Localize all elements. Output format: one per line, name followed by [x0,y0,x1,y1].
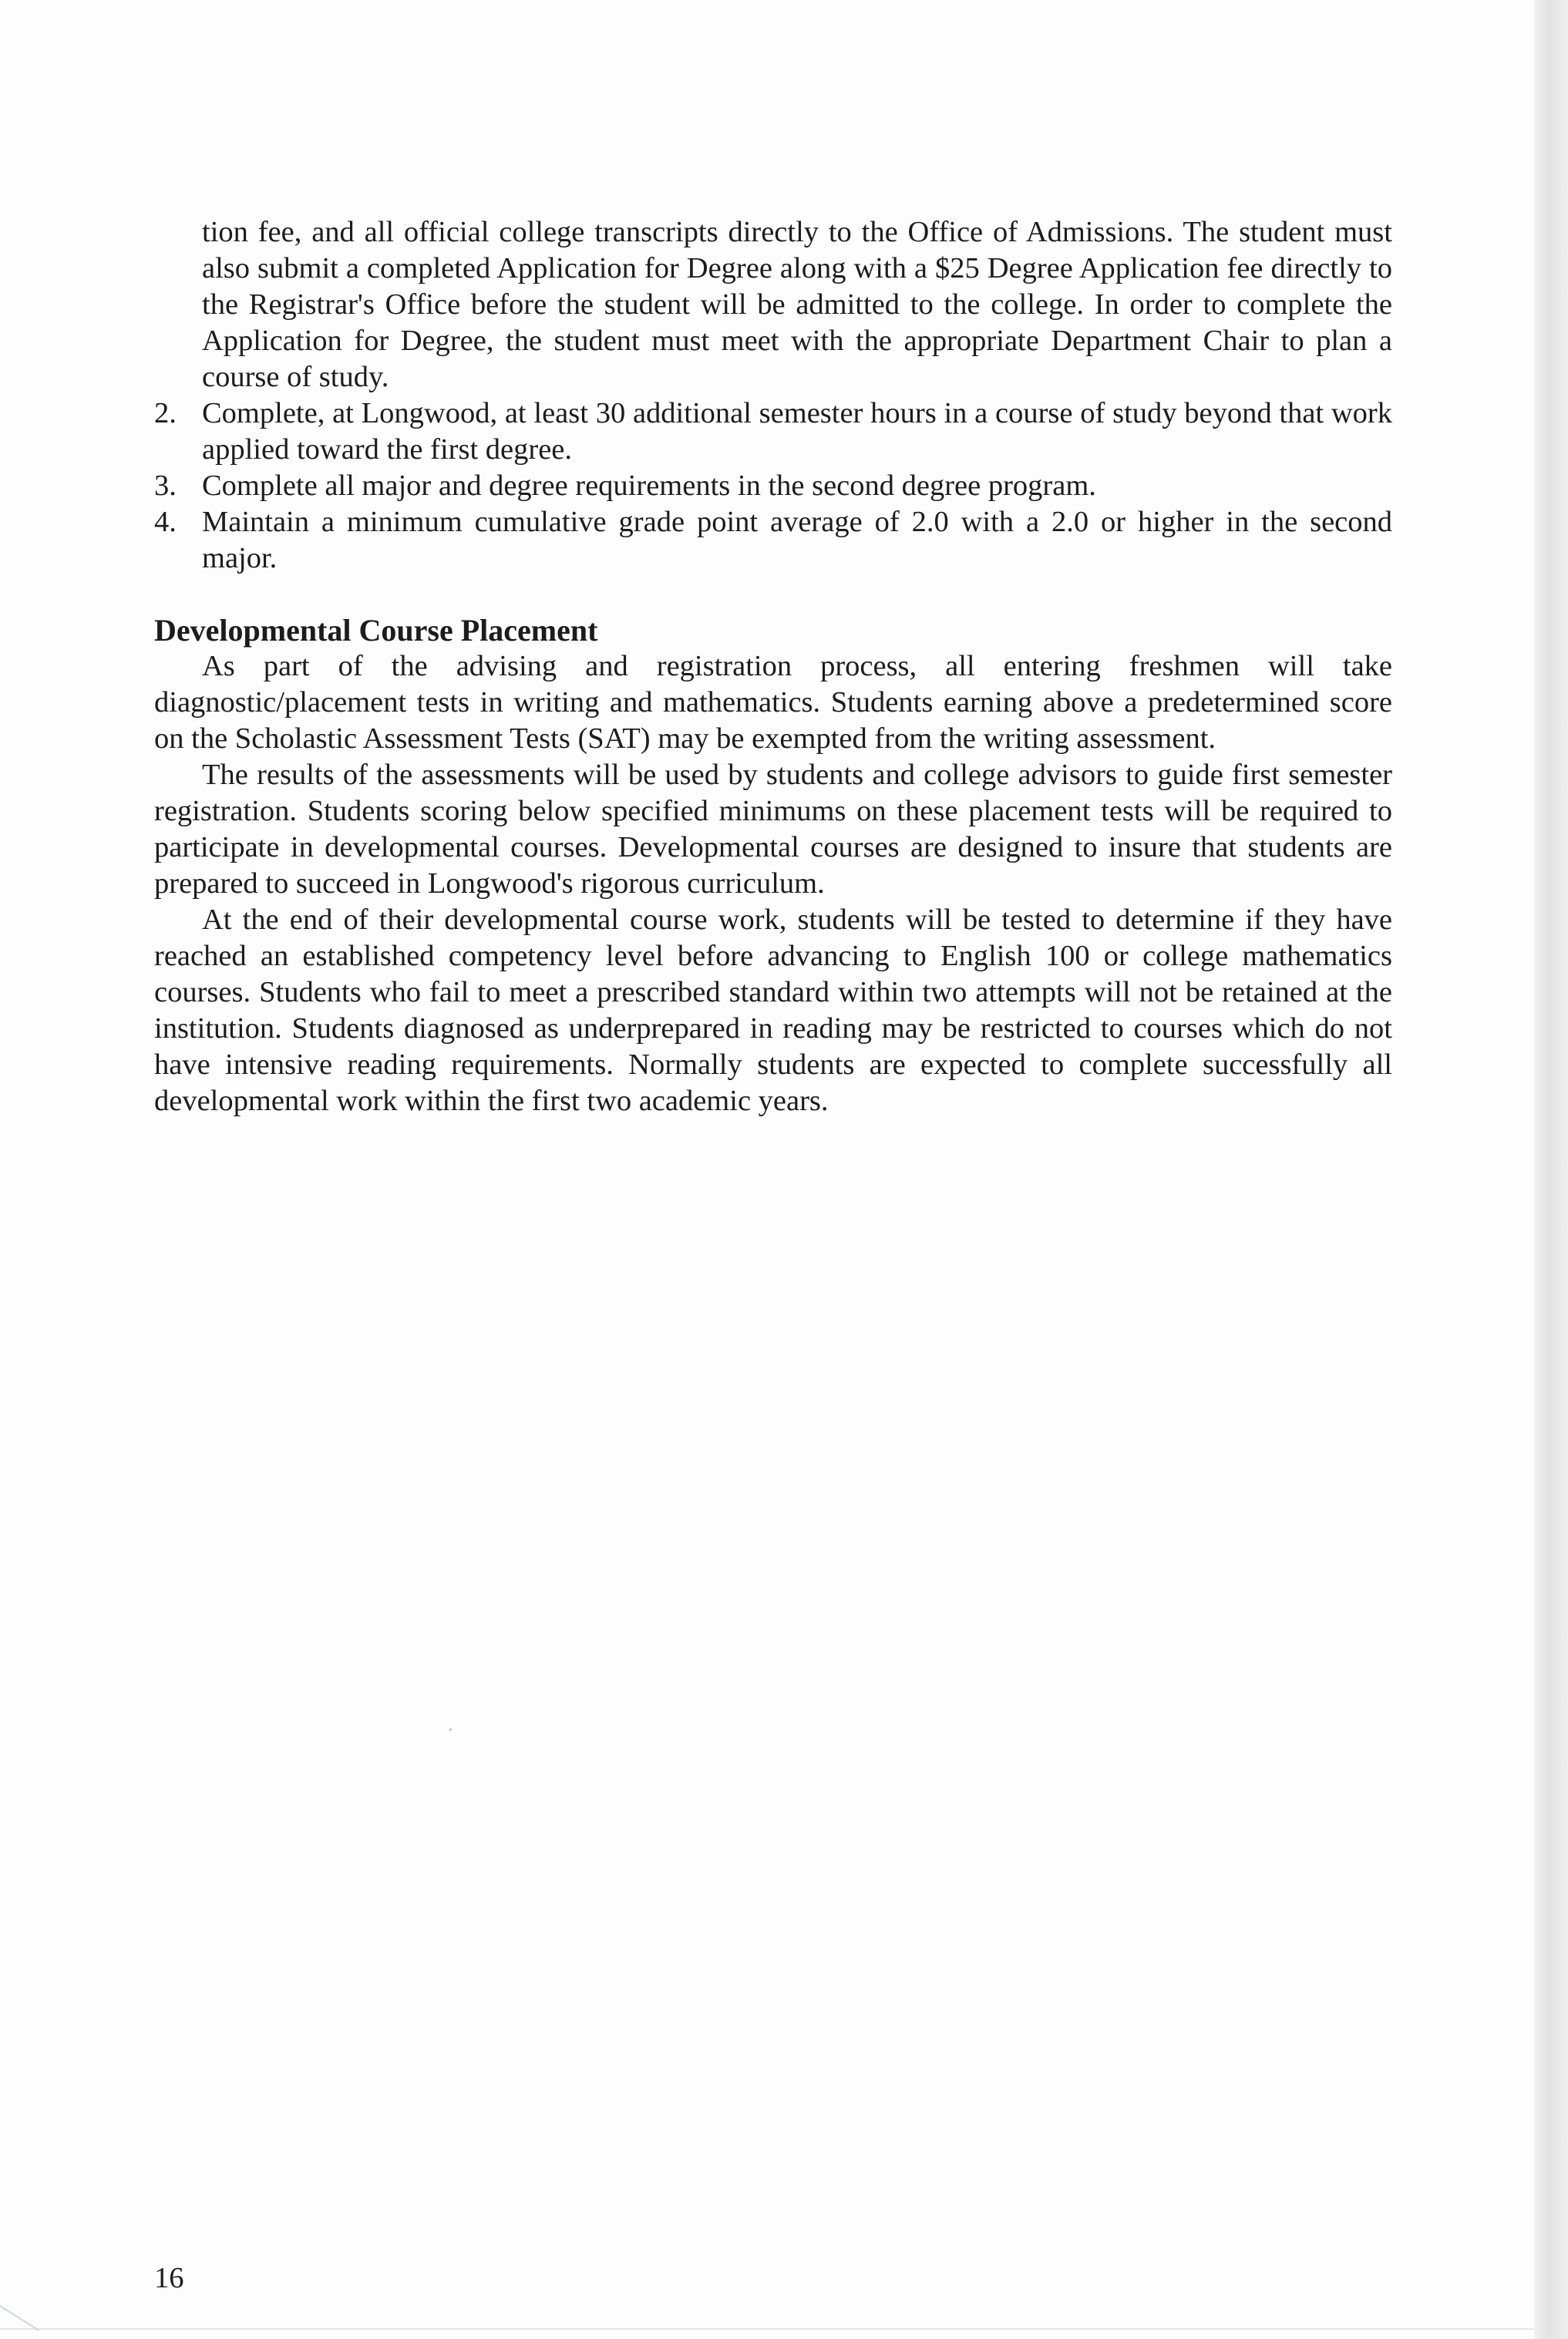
continuation-paragraph: tion fee, and all official college transcripts directly to the Office of Admissions. The student must also submit a completed Application for Degree along with a $25 Degree Application fee directly to the Registrar's Office before the student will be admitted to the college. In order to complete the Application for Degree, the student must meet with the appropriate Department Chair to plan a course of study. [202,216,1392,393]
section-paragraph: As part of the advising and registration process, all entering freshmen will take diagnostic/placement tests in writing and mathematics. Students earning above a predetermined score on the Scholastic Assessment Tests (SAT) may be exempted from the writing assessment. [154,650,1392,755]
page-edge-shadow [1534,0,1568,2339]
corner-mark [0,2305,39,2331]
page-content [154,214,1392,1119]
list-item-text: Maintain a minimum cumulative grade point average of 2.0 with a 2.0 or higher in the second major. [202,506,1392,574]
list-item [154,395,1392,468]
list-item [154,504,1392,577]
page-number: 16 [154,2262,184,2294]
section-paragraph: The results of the assessments will be used by students and college advisors to guide first semester registration. Students scoring below specified minimums on these placement tests will be required to participate in developmental courses. Developmental courses are designed to insure that students are prepared to succeed in Longwood's rigorous curriculum. [154,759,1392,900]
section-heading: Developmental Course Placement [154,613,598,648]
list-item-text: Complete, at Longwood, at least 30 additional semester hours in a course of study beyond that work applied toward the first degree. [202,397,1392,466]
requirements-list [154,395,1392,577]
list-item-number: 3. [154,469,177,502]
list-item-text: Complete all major and degree requirements in the second degree program. [202,469,1096,502]
list-item [154,468,1392,504]
page-bottom-edge [0,2328,1534,2330]
scan-speck [449,1728,452,1731]
list-item-number: 2. [154,397,177,429]
list-item-number: 4. [154,506,177,538]
section-paragraph: At the end of their developmental course work, students will be tested to determine if they have reached an established competency level before advancing to English 100 or college mathematics courses. Students who fail to meet a prescribed standard within two attempts will not be retained at the institution. Students diagnosed as underprepared in reading may be restricted to courses which do not have intensive reading requirements. Normally students are expected to complete successfully all developmental work within the first two academic years. [154,904,1392,1117]
